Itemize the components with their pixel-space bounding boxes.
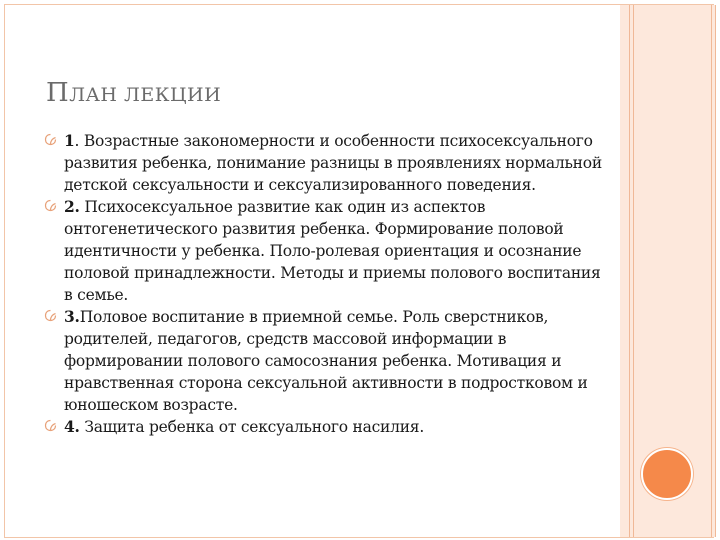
side-decor-line — [633, 5, 634, 537]
item-number: 3. — [64, 307, 80, 327]
fleuron-bullet-icon — [44, 199, 57, 212]
list-item — [44, 130, 604, 196]
item-number: 1 — [64, 131, 75, 150]
slide-title — [46, 78, 221, 108]
slide-title-initial: П — [46, 78, 70, 108]
item-text: Половое воспитание в приемной семье. Роль сверстников, родителей, педагогов, средств массовой информации в формировании полового самосознания ребенка. Мотивация и нравственная сторона сексуальной активности в подростковом и юношеском возрасте. — [64, 308, 588, 414]
side-decor-line — [715, 5, 716, 537]
side-decor-line — [711, 5, 712, 537]
fleuron-bullet-icon — [44, 309, 57, 322]
item-text: Защита ребенка от сексуального насилия. — [79, 418, 424, 437]
item-number: 4. — [64, 417, 80, 437]
fleuron-bullet-icon — [44, 419, 57, 432]
slide-title-rest: ЛАН ЛЕКЦИИ — [69, 84, 222, 106]
item-text: Психосексуальное развитие как один из аспектов онтогенетического развития ребенка. Формирование половой идентичности у ребенка. Поло-ролевая ориентация и осознание половой принадлежности. Методы и приемы полового воспитания в семье. — [64, 198, 601, 304]
list-item — [44, 196, 604, 306]
item-number: 2. — [64, 197, 80, 217]
side-decor-line — [629, 5, 630, 537]
lecture-plan-list — [44, 130, 604, 439]
accent-circle — [641, 448, 693, 500]
item-text: . Возрастные закономерности и особенности психосексуального развития ребенка, понимание разницы в проявлениях нормальной детской сексуальности и сексуализированного поведения. — [64, 132, 602, 194]
fleuron-bullet-icon — [44, 133, 57, 146]
list-item — [44, 306, 604, 416]
list-item — [44, 416, 604, 439]
